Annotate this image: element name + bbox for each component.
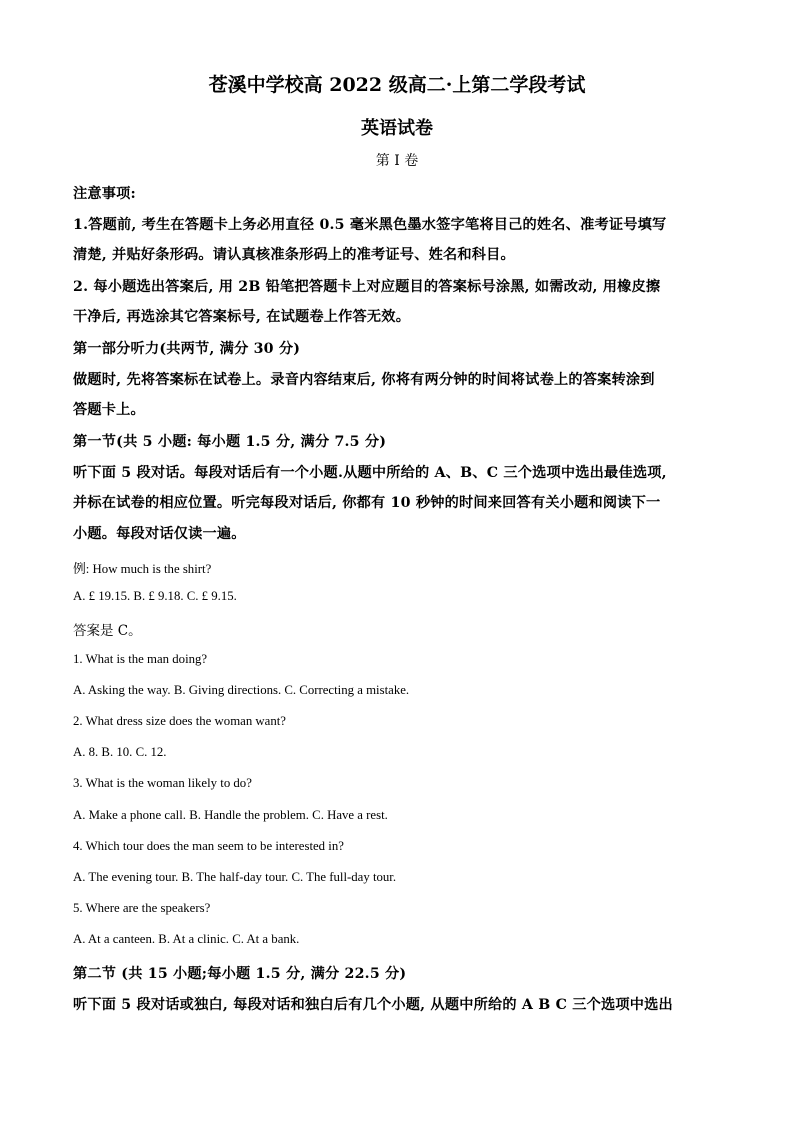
part1-heading: 第一部分听力(共两节, 满分 30 分) [73,341,301,357]
section1-intro-line-2: 并标在试卷的相应位置。听完每段对话后, 你都有 10 秒钟的时间来回答有关小题和阅读下一 [73,495,661,511]
section1-intro-line-1: 听下面 5 段对话。每段对话后有一个小题.从题中所给的 A、B、C 三个选项中选出最佳选项, [73,465,667,481]
exam-subject: 英语试卷 [361,118,433,139]
notice-item-1-line-1: 1.答题前, 考生在答题卡上务必用直径 0.5 毫米黑色墨水签字笔将目己的姓名、准考证号填写 [73,217,667,233]
example-options: A. £ 19.15. B. £ 9.18. C. £ 9.15. [73,589,237,603]
section2-intro-line-1: 听下面 5 段对话或独白, 每段对话和独白后有几个小题, 从题中所给的 A B C 三个选项中选出 [73,997,673,1013]
question-4: 4. Which tour does the man seem to be interested in? [73,839,344,853]
question-2-options: A. 8. B. 10. C. 12. [73,745,167,759]
question-2: 2. What dress size does the woman want? [73,714,286,728]
notice-item-1-line-2: 清楚, 并贴好条形码。请认真核准条形码上的准考证号、姓名和科目。 [73,247,515,263]
question-5-options: A. At a canteen. B. At a clinic. C. At a bank. [73,932,300,946]
example-answer: 答案是 C。 [73,623,142,639]
question-1-options: A. Asking the way. B. Giving directions. C. Correcting a mistake. [73,683,410,697]
section1-intro-line-3: 小题。每段对话仅读一遍。 [73,526,246,542]
question-4-options: A. The evening tour. B. The half-day tour. C. The full-day tour. [73,870,397,884]
section2-heading: 第二节 (共 15 小题;每小题 1.5 分, 满分 22.5 分) [73,966,407,982]
question-3-options: A. Make a phone call. B. Handle the problem. C. Have a rest. [73,808,388,822]
notice-heading: 注意事项: [73,186,136,202]
part1-intro-line-1: 做题时, 先将答案标在试卷上。录音内容结束后, 你将有两分钟的时间将试卷上的答案转涂到 [73,372,655,388]
exam-title: 苍溪中学校高 2022 级高二·上第二学段考试 [208,74,586,96]
question-5: 5. Where are the speakers? [73,901,211,915]
part1-intro-line-2: 答题卡上。 [73,402,145,418]
question-3: 3. What is the woman likely to do? [73,776,252,790]
exam-volume: 第 I 卷 [375,153,419,169]
notice-item-2-line-1: 2. 每小题选出答案后, 用 2B 铅笔把答题卡上对应题目的答案标号涂黑, 如需改动, 用橡皮擦 [73,279,661,295]
example-question: 例: How much is the shirt? [73,562,212,576]
question-1: 1. What is the man doing? [73,652,208,666]
section1-heading: 第一节(共 5 小题: 每小题 1.5 分, 满分 7.5 分) [73,434,387,450]
notice-item-2-line-2: 干净后, 再选涂其它答案标号, 在试题卷上作答无效。 [73,309,411,325]
